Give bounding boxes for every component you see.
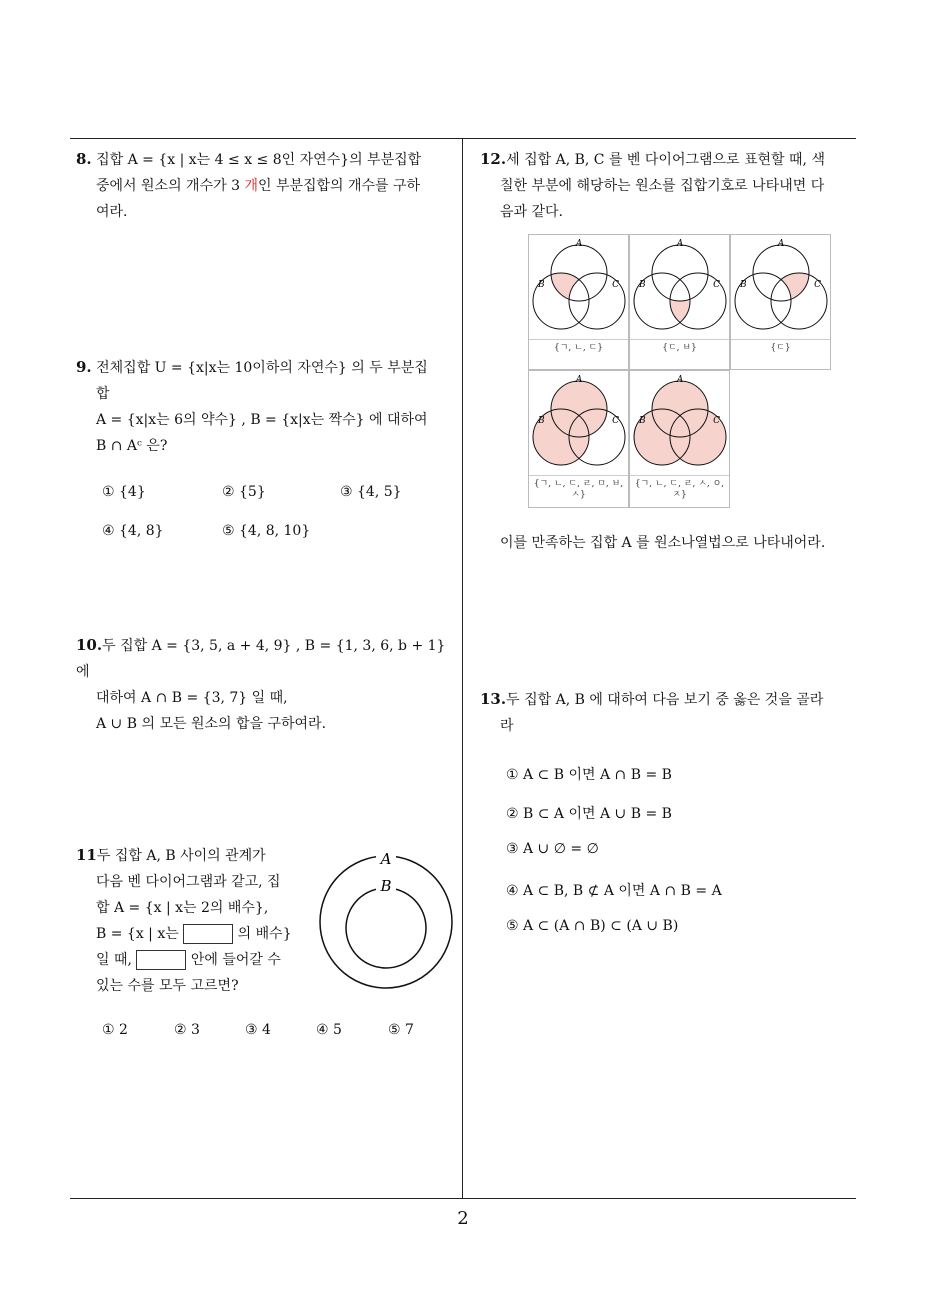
set-b-label: B	[538, 280, 545, 290]
question-text: 안에 들어갈 수	[190, 952, 281, 968]
top-rule	[70, 138, 856, 139]
question-text: 합	[96, 386, 110, 402]
q9-choices	[102, 484, 462, 544]
question-text: 라	[500, 718, 514, 734]
choice-5[interactable]: ⑤ {4, 8, 10}	[222, 523, 311, 539]
question-text: 인 부분집합의 개수를 구하	[257, 178, 421, 194]
question-number: 13.	[480, 690, 507, 708]
set-a-label: A	[575, 239, 583, 249]
question-text: 다음 벤 다이어그램과 같고, 집	[96, 874, 281, 890]
bottom-rule	[70, 1198, 856, 1199]
column-divider	[462, 139, 463, 1199]
question-number: 9.	[76, 358, 92, 376]
venn-cell	[629, 234, 730, 370]
question-11	[76, 842, 310, 999]
set-b-label: B	[639, 280, 646, 290]
cell-divider	[529, 475, 628, 476]
venn-diagram	[731, 235, 832, 339]
question-text: 음과 같다.	[500, 204, 563, 220]
highlighted-word: 개	[244, 178, 258, 194]
set-b-label: B	[538, 416, 545, 426]
question-text: B ∩ Aᶜ 은?	[96, 438, 168, 454]
choice-5[interactable]: ⑤ 7	[388, 1022, 414, 1038]
q12-instruction	[500, 530, 870, 556]
venn-diagram-grid	[528, 234, 832, 508]
question-13	[480, 686, 860, 739]
question-text: 의 배수}	[237, 926, 292, 942]
set-a-label: A	[676, 375, 684, 385]
choice-4[interactable]: ④ A ⊂ B, B ⊄ A 이면 A ∩ B = A	[506, 883, 722, 899]
question-text: 두 집합 A = {3, 5, a + 4, 9} , B = {1, 3, 6, b + 1} 에	[76, 638, 446, 680]
set-c-label: C	[713, 416, 720, 426]
choice-4[interactable]: ④ {4, 8}	[102, 523, 164, 539]
question-number: 12.	[480, 150, 507, 168]
choice-4[interactable]: ④ 5	[316, 1022, 342, 1038]
venn-cell	[528, 234, 629, 370]
venn-cell-label: {ㄱ, ㄴ, ㄷ}	[554, 343, 603, 353]
choice-1[interactable]: ① A ⊂ B 이면 A ∩ B = B	[506, 767, 672, 783]
choice-2[interactable]: ② B ⊂ A 이면 A ∪ B = B	[506, 806, 672, 822]
question-number: 11	[76, 846, 97, 864]
choice-1[interactable]: ① 2	[102, 1022, 128, 1038]
venn-cell	[629, 370, 730, 508]
set-b-label: B	[380, 877, 392, 895]
venn-diagram	[630, 235, 731, 339]
question-text: 집합 A = {x | x는 4 ≤ x ≤ 8인 자연수}의 부분집합	[96, 152, 422, 168]
question-text: 대하여 A ∩ B = {3, 7} 일 때,	[96, 690, 288, 706]
venn-cell	[730, 234, 831, 370]
choice-1[interactable]: ① {4}	[102, 484, 146, 500]
venn-diagram	[630, 371, 731, 475]
set-b-label: B	[740, 280, 747, 290]
set-b-label: B	[639, 416, 646, 426]
blank-box	[136, 950, 186, 970]
question-number: 8.	[76, 150, 92, 168]
set-a-label: A	[676, 239, 684, 249]
cell-divider	[731, 339, 830, 340]
choice-3[interactable]: ③ {4, 5}	[340, 484, 402, 500]
set-c-label: C	[713, 280, 720, 290]
venn-cell-label: {ㄷ}	[770, 343, 791, 353]
choice-2[interactable]: ② {5}	[222, 484, 266, 500]
question-text: A = {x|x는 6의 약수} , B = {x|x는 짝수} 에 대하여	[96, 412, 428, 428]
set-a-label: A	[380, 850, 392, 868]
venn-cell-label: {ㄱ, ㄴ, ㄷ, ㄹ, ㅁ, ㅂ, ㅅ}	[533, 479, 624, 500]
question-text: 전체집합 U = {x|x는 10이하의 자연수} 의 두 부분집	[96, 360, 428, 376]
question-text: 일 때,	[96, 952, 132, 968]
set-a-label: A	[777, 239, 785, 249]
question-9	[76, 354, 460, 459]
q11-choices	[102, 1022, 462, 1046]
question-text: 있는 수를 모두 고르면?	[96, 978, 239, 994]
set-a-label: A	[575, 375, 583, 385]
question-text: B = {x | x는	[96, 926, 179, 942]
choice-3[interactable]: ③ A ∪ ∅ = ∅	[506, 841, 599, 857]
choice-2[interactable]: ② 3	[174, 1022, 200, 1038]
choice-3[interactable]: ③ 4	[245, 1022, 271, 1038]
question-8	[76, 146, 460, 225]
question-number: 10.	[76, 636, 103, 654]
question-text: 중에서 원소의 개수가 3	[96, 178, 245, 194]
nested-set-diagram	[316, 842, 466, 1002]
set-c-label: C	[612, 280, 619, 290]
question-text: A ∪ B 의 모든 원소의 합을 구하여라.	[96, 716, 327, 732]
question-text: 두 집합 A, B 사이의 관계가	[96, 848, 266, 864]
page-number: 2	[457, 1208, 469, 1229]
choice-5[interactable]: ⑤ A ⊂ (A ∩ B) ⊂ (A ∪ B)	[506, 918, 679, 934]
question-text: 칠한 부분에 해당하는 원소를 집합기호로 나타내면 다	[500, 178, 825, 194]
question-10	[76, 632, 460, 737]
set-b-circle	[346, 888, 426, 968]
venn-diagram	[529, 235, 630, 339]
cell-divider	[529, 339, 628, 340]
question-text: 이를 만족하는 집합 A 를 원소나열법으로 나타내어라.	[500, 535, 826, 551]
venn-cell	[528, 370, 629, 508]
question-text: 여라.	[96, 204, 128, 220]
venn-diagram	[529, 371, 630, 475]
set-c-label: C	[612, 416, 619, 426]
blank-box	[183, 924, 233, 944]
q13-choices	[506, 764, 866, 944]
question-text: 두 집합 A, B 에 대하여 다음 보기 중 옳은 것을 골라	[506, 692, 824, 708]
question-12	[480, 146, 860, 225]
cell-divider	[630, 475, 729, 476]
shaded-region	[670, 299, 690, 322]
set-c-label: C	[814, 280, 821, 290]
venn-cell-label: {ㄷ, ㅂ}	[662, 343, 697, 353]
cell-divider	[630, 339, 729, 340]
venn-cell-label: {ㄱ, ㄴ, ㄷ, ㄹ, ㅅ, ㅇ, ㅈ}	[634, 479, 725, 500]
question-text: 합 A = {x | x는 2의 배수},	[96, 900, 269, 916]
question-text: 세 집합 A, B, C 를 벤 다이어그램으로 표현할 때, 색	[506, 152, 825, 168]
